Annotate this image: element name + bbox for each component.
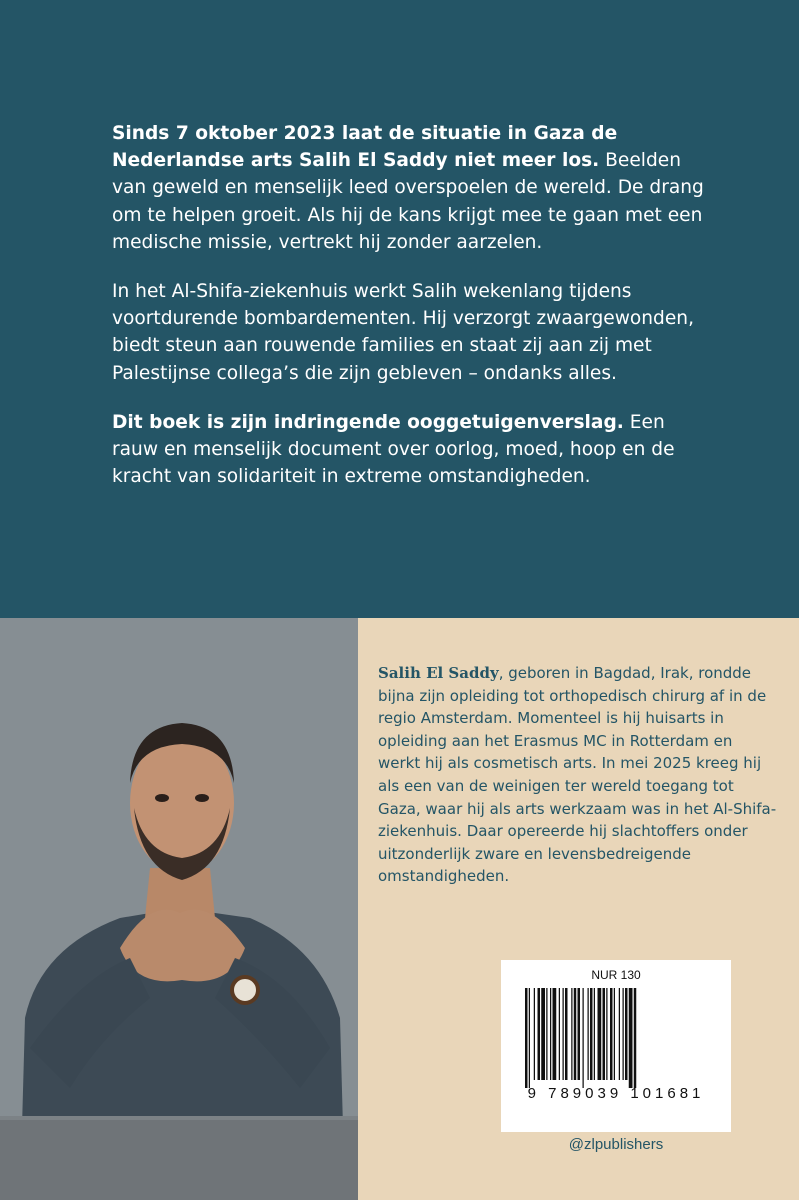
author-photo bbox=[0, 618, 358, 1200]
blurb-lead-bold: Sinds 7 oktober 2023 laat de situatie in Gaza de Nederlandse arts Salih El Saddy niet meer los. bbox=[112, 123, 618, 172]
barcode-bar bbox=[529, 988, 530, 1088]
barcode-bar bbox=[634, 988, 637, 1088]
barcode-bar bbox=[623, 988, 624, 1080]
barcode-bar bbox=[583, 988, 584, 1088]
author-name: Salih El Saddy bbox=[378, 664, 499, 682]
barcode-bar bbox=[538, 988, 541, 1080]
blurb-paragraph-3 bbox=[112, 409, 712, 491]
barcode-bar bbox=[553, 988, 557, 1080]
author-portrait-illustration bbox=[0, 618, 358, 1200]
blurb-claim-bold: Dit boek is zijn indringende ooggetuigenverslag. bbox=[112, 411, 624, 433]
barcode-bar bbox=[588, 988, 589, 1080]
barcode-bar bbox=[541, 988, 545, 1080]
isbn-number: 9 789039 101681 bbox=[527, 1085, 705, 1102]
barcode-bar bbox=[565, 988, 568, 1080]
blurb-lead-rest: Beelden van geweld en menselijk leed overspoelen de wereld. De drang om te helpen groeit. Als hij de kans krijgt mee te gaan met een medische missie, vertrekt hij zonder aarzelen. bbox=[112, 150, 704, 253]
nur-code: NUR 130 bbox=[591, 968, 641, 982]
barcode-bars bbox=[525, 988, 707, 1088]
barcode-bar bbox=[590, 988, 593, 1080]
author-bio bbox=[378, 662, 778, 888]
barcode-bar bbox=[594, 988, 595, 1080]
barcode-bar bbox=[563, 988, 564, 1080]
barcode-bar bbox=[619, 988, 620, 1080]
author-bio-panel bbox=[358, 618, 799, 1200]
barcode-bar bbox=[559, 988, 560, 1080]
blurb-paragraph-1 bbox=[112, 120, 712, 256]
barcode-bar bbox=[574, 988, 577, 1080]
barcode-bar bbox=[629, 988, 633, 1088]
barcode-bar bbox=[578, 988, 581, 1080]
barcode-bar bbox=[614, 988, 615, 1080]
barcode-bar bbox=[546, 988, 547, 1080]
barcode-bar bbox=[603, 988, 606, 1080]
author-bio-text: , geboren in Bagdad, Irak, rondde bijna zijn opleiding tot orthopedisch chirurg af in de regio Amsterdam. Momenteel is hij huisarts in opleiding aan het Erasmus MC in Rotterdam en werkt hij als cosmetisch arts. In mei 2025 kreeg hij als een van de weinigen ter wereld toegang tot Gaza, waar hij als arts werkzaam was in het Al-Shifa-ziekenhuis. Daar opereerde hij slachtoffers onder uitzonderlijk zware en levensbedreigende omstandigheden. bbox=[378, 664, 777, 886]
barcode-bar bbox=[550, 988, 551, 1080]
publisher-handle: @zlpublishers bbox=[568, 1136, 664, 1153]
barcode-bar bbox=[625, 988, 628, 1080]
barcode-bar bbox=[534, 988, 535, 1080]
blurb-claim-rest: Een rauw en menselijk document over oorlog, moed, hoop en de kracht van solidariteit in extreme omstandigheden. bbox=[112, 411, 675, 488]
barcode-bar bbox=[610, 988, 613, 1080]
barcode-bar bbox=[571, 988, 572, 1080]
barcode-bar bbox=[598, 988, 602, 1080]
barcode-block bbox=[501, 960, 731, 1132]
blurb-text bbox=[112, 120, 712, 512]
blurb-paragraph-2: In het Al-Shifa-ziekenhuis werkt Salih wekenlang tijdens voortdurende bombardementen. Hij verzorgt zwaargewonden, biedt steun aan rouwende families en staat zij aan zij met Palestijnse collega’s die zijn gebleven – ondanks alles. bbox=[112, 281, 694, 384]
barcode-bar bbox=[606, 988, 607, 1080]
barcode-bar bbox=[525, 988, 528, 1088]
